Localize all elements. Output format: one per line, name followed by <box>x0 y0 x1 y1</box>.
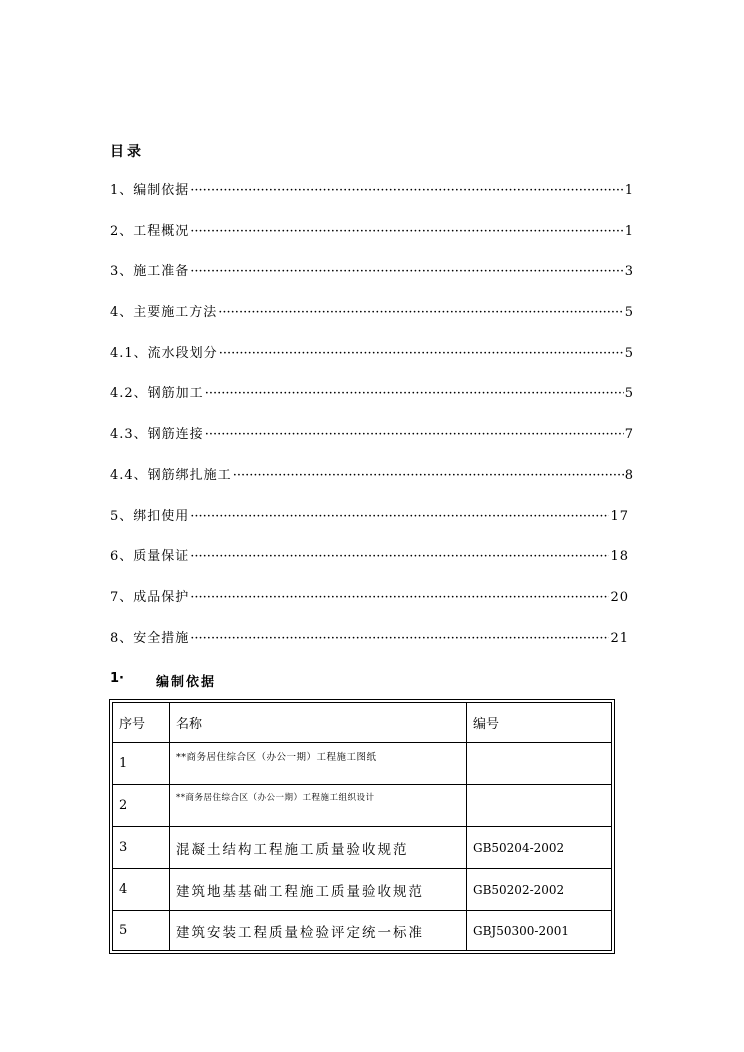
toc-entry[interactable] <box>110 423 634 464</box>
toc-leader-dots <box>190 183 623 198</box>
cell-name: **商务居住综合区（办公一期）工程施工图纸 <box>170 743 467 785</box>
toc-entry-page: 1 <box>624 183 634 198</box>
toc-entry-label: 7、成品保护 <box>110 589 190 605</box>
toc-leader-dots <box>205 386 624 401</box>
toc-entry[interactable] <box>110 220 634 261</box>
toc-entry-label: 2、工程概况 <box>110 223 190 239</box>
toc-entry[interactable] <box>110 260 634 301</box>
toc-entry[interactable] <box>110 342 634 383</box>
toc-entry-label: 1、编制依据 <box>110 183 190 198</box>
cell-no: 3 <box>113 827 170 869</box>
cell-no: 2 <box>113 785 170 827</box>
cell-code: GBJ50300-2001 <box>467 911 612 951</box>
cell-code <box>467 743 612 785</box>
section-heading <box>110 671 216 690</box>
toc-title: 目录 <box>110 144 144 160</box>
basis-table <box>109 699 615 954</box>
toc-entry-page: 1 <box>624 223 634 239</box>
header-cell-name: 名称 <box>170 703 467 743</box>
toc-entry-label: 4.4、钢筋绑扎施工 <box>110 467 232 483</box>
toc-entry[interactable] <box>110 545 629 586</box>
toc-entry[interactable] <box>110 464 634 505</box>
section-number: 1· <box>110 671 124 686</box>
section-title: 编制依据 <box>156 675 217 690</box>
toc-entry-page: 21 <box>610 630 629 646</box>
toc-entry[interactable] <box>110 586 629 627</box>
toc-entry-label: 8、安全措施 <box>110 630 190 646</box>
toc-leader-dots <box>205 427 624 442</box>
toc-entry-page: 5 <box>624 345 634 361</box>
toc-leader-dots <box>219 346 624 361</box>
cell-no: 4 <box>113 869 170 911</box>
cell-name: **商务居住综合区（办公一期）工程施工组织设计 <box>170 785 467 827</box>
toc-leader-dots <box>190 264 623 279</box>
cell-name: 建筑地基基础工程施工质量验收规范 <box>170 869 467 911</box>
toc-entry-page: 5 <box>624 386 634 402</box>
toc-entry[interactable] <box>110 627 629 668</box>
cell-code: GB50204-2002 <box>467 827 612 869</box>
toc-leader-dots <box>218 305 623 320</box>
toc-entry-page: 8 <box>624 467 634 483</box>
toc-entry-label: 4.2、钢筋加工 <box>110 386 204 402</box>
toc-entry-label: 5、绑扣使用 <box>110 508 190 524</box>
header-cell-code: 编号 <box>467 703 612 743</box>
table-row <box>113 869 612 911</box>
cell-no: 5 <box>113 911 170 951</box>
header-cell-no: 序号 <box>113 703 170 743</box>
cell-code: GB50202-2002 <box>467 869 612 911</box>
cell-no: 1 <box>113 743 170 785</box>
toc-leader-dots <box>190 509 609 524</box>
toc-entry-label: 6、质量保证 <box>110 549 190 565</box>
table-row <box>113 827 612 869</box>
toc-leader-dots <box>190 224 623 239</box>
table-row <box>113 743 612 785</box>
toc-entry-page: 5 <box>624 305 634 321</box>
toc-entry-label: 4.1、流水段划分 <box>110 345 218 361</box>
toc-entry-page: 20 <box>610 589 629 605</box>
toc-leader-dots <box>190 590 609 605</box>
toc-entry[interactable] <box>110 382 634 423</box>
cell-name: 混凝土结构工程施工质量验收规范 <box>170 827 467 869</box>
table-header-row <box>113 703 612 743</box>
toc-entry-page: 7 <box>624 427 634 443</box>
toc-entry[interactable] <box>110 505 629 546</box>
toc-entry-label: 4、主要施工方法 <box>110 305 218 321</box>
toc-entry-page: 17 <box>610 508 629 524</box>
table-of-contents <box>110 179 634 667</box>
toc-entry-label: 4.3、钢筋连接 <box>110 427 204 443</box>
toc-leader-dots <box>190 631 609 646</box>
toc-leader-dots <box>233 468 624 483</box>
toc-entry[interactable] <box>110 301 634 342</box>
cell-name: 建筑安装工程质量检验评定统一标准 <box>170 911 467 951</box>
table-row <box>113 785 612 827</box>
toc-entry-page: 3 <box>624 264 634 280</box>
cell-code <box>467 785 612 827</box>
toc-entry-label: 3、施工准备 <box>110 264 190 280</box>
table-row <box>113 911 612 951</box>
toc-leader-dots <box>190 549 609 564</box>
toc-entry[interactable] <box>110 179 634 220</box>
toc-entry-page: 18 <box>610 549 629 565</box>
